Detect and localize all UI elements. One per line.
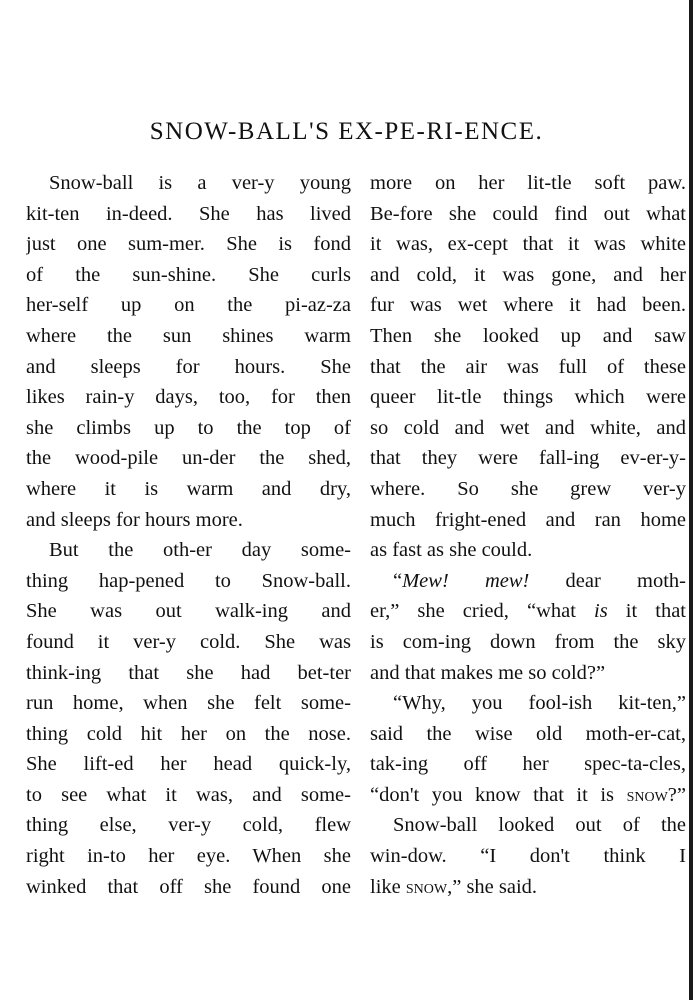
text-line: kit-ten in-deed. She has lived bbox=[26, 202, 351, 225]
snow-word: snow bbox=[626, 783, 668, 806]
dialogue-text: ?” bbox=[667, 783, 686, 806]
text-line: more on her lit-tle soft paw. bbox=[370, 172, 686, 194]
text-line: where the sun shines warm bbox=[26, 324, 351, 347]
text-line: of the sun-shine. She curls bbox=[26, 263, 351, 286]
dialogue-line: is com-ing down from the sky bbox=[370, 630, 686, 653]
text-line: and sleeps for hours more. bbox=[26, 508, 243, 531]
text-line: Then she looked up and saw bbox=[370, 324, 686, 347]
dialogue-text: dear moth- bbox=[529, 569, 686, 592]
dialogue-line: said the wise old moth-er-cat, bbox=[370, 722, 686, 745]
text-line: where. So she grew ver-y bbox=[370, 477, 686, 500]
text-line: and cold, it was gone, and her bbox=[370, 263, 686, 286]
text-line: so cold and wet and white, and bbox=[370, 416, 686, 439]
text-line: right in-to her eye. When she bbox=[26, 845, 351, 868]
dialogue-line: and that makes me so cold?” bbox=[370, 661, 606, 684]
dialogue-line: win-dow. “I don't think I bbox=[370, 845, 686, 868]
scan-edge bbox=[689, 0, 693, 1000]
dialogue-line bbox=[370, 566, 686, 597]
dialogue-text: ,” she said. bbox=[447, 875, 538, 898]
text-line: the wood-pile un-der the shed, bbox=[26, 447, 351, 470]
dialogue-text: “don't you know that it is bbox=[370, 783, 627, 806]
text-line: fur was wet where it had been. bbox=[370, 294, 686, 317]
story-title: SNOW-BALL'S EX-PE-RI-ENCE. bbox=[149, 118, 544, 145]
dialogue-line: tak-ing off her spec-ta-cles, bbox=[370, 753, 686, 776]
text-line: to see what it was, and some- bbox=[26, 783, 351, 806]
text-line: thing hap-pened to Snow-ball. bbox=[26, 569, 351, 592]
dialogue-text: it that bbox=[607, 600, 686, 623]
dialogue-line bbox=[370, 780, 686, 811]
dialogue-text: er,” she cried, “what bbox=[370, 600, 595, 623]
text-line: winked that off she found one bbox=[26, 875, 351, 898]
text-line: as fast as she could. bbox=[370, 539, 533, 562]
text-line: found it ver-y cold. She was bbox=[26, 630, 351, 653]
right-column bbox=[370, 168, 686, 902]
text-line: that the air was full of these bbox=[370, 355, 686, 378]
text-line: Snow-ball is a ver-y young bbox=[49, 172, 351, 194]
text-line: just one sum-mer. She is fond bbox=[26, 233, 351, 256]
text-line: queer lit-tle things which were bbox=[370, 386, 686, 409]
text-line: where it is warm and dry, bbox=[26, 477, 351, 500]
dialogue-line: Snow-ball looked out of the bbox=[393, 814, 686, 837]
text-line: Be-fore she could find out what bbox=[370, 202, 686, 225]
left-column bbox=[26, 168, 351, 902]
text-line: she climbs up to the top of bbox=[26, 416, 351, 439]
text-line: She lift-ed her head quick-ly, bbox=[26, 753, 351, 776]
text-line: her-self up on the pi-az-za bbox=[26, 294, 351, 317]
dialogue-line bbox=[370, 596, 686, 627]
text-line: it was, ex-cept that it was white bbox=[370, 233, 686, 256]
text-line: think-ing that she had bet-ter bbox=[26, 661, 351, 684]
dialogue-line: “Why, you fool-ish kit-ten,” bbox=[393, 692, 686, 715]
snow-word: snow bbox=[405, 875, 448, 898]
emphasis-text: is bbox=[594, 600, 608, 623]
text-line: run home, when she felt some- bbox=[26, 692, 351, 715]
text-line: thing cold hit her on the nose. bbox=[26, 722, 351, 745]
quote-mark: “ bbox=[393, 569, 403, 592]
text-line: much fright-ened and ran home bbox=[370, 508, 686, 531]
text-line: But the oth-er day some- bbox=[49, 539, 351, 562]
text-line: that they were fall-ing ev-er-y- bbox=[370, 447, 686, 470]
text-line: and sleeps for hours. She bbox=[26, 355, 351, 378]
mew-text: Mew! mew! bbox=[402, 569, 530, 592]
dialogue-line bbox=[370, 872, 686, 903]
text-line: She was out walk-ing and bbox=[26, 600, 351, 623]
dialogue-text: like bbox=[370, 875, 406, 898]
text-line: likes rain-y days, too, for then bbox=[26, 386, 351, 409]
text-line: thing else, ver-y cold, flew bbox=[26, 814, 351, 837]
